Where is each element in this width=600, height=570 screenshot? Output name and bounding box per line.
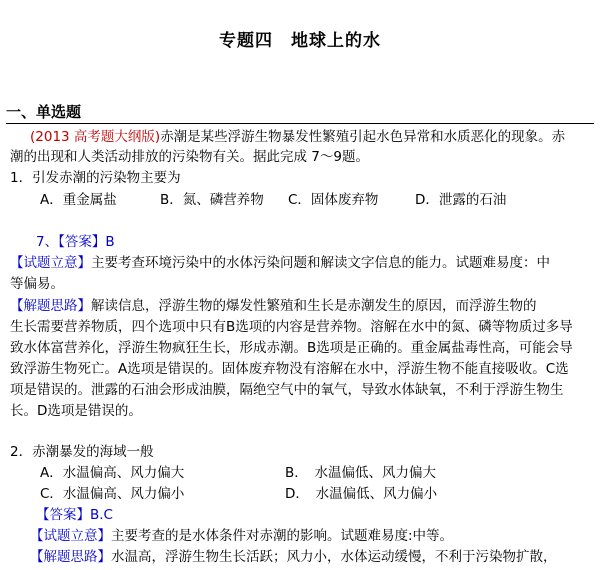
q2-option-c: C．水温偏高、风力偏小 — [40, 486, 185, 502]
q2-idea-label: 【解题思路】 — [30, 549, 111, 565]
q1-idea-line-2: 生长需要营养物质，四个选项中只有B选项的内容是营养物。溶解在水中的氮、磷等物质过多导 — [10, 319, 573, 335]
q1-answer — [36, 233, 115, 252]
q1-intent-label: 【试题立意】 — [10, 255, 91, 271]
q1-intent-text-1: 主要考查环境污染中的水体污染问题和解读文字信息的能力。试题难易度：中 — [91, 255, 550, 271]
q1-option-d: D．泄露的石油 — [415, 192, 507, 208]
q1-idea-label: 【解题思路】 — [10, 298, 91, 314]
q1-idea-line-4: 致浮游生物死亡。A选项是错误的。固体废弃物没有溶解在水中，浮游生物不能直接吸收。C选 — [10, 361, 569, 377]
q1-option-b: B．氮、磷营养物 — [160, 192, 264, 208]
q1-idea-line-1 — [10, 297, 537, 316]
q2-intent-label: 【试题立意】 — [30, 528, 111, 544]
q2-answer-value: B.C — [90, 507, 113, 523]
q1-idea-line-3: 致水体富营养化，浮游生物疯狂生长，形成赤潮。B选项是正确的。重金属盐毒性高，可能会导 — [10, 340, 573, 356]
intro-text-1: 赤潮是某些浮游生物暴发性繁殖引起水色异常和水质恶化的现象。赤 — [160, 129, 566, 145]
intro-line-2: 潮的出现和人类活动排放的污染物有关。据此完成 7～9题。 — [10, 149, 369, 165]
q1-stem: 1．引发赤潮的污染物主要为 — [10, 170, 181, 186]
divider — [6, 123, 594, 124]
q2-stem: 2．赤潮暴发的海域一般 — [10, 444, 154, 460]
q2-intent-text-1: 主要考查的是水体条件对赤潮的影响。试题难易度:中等。 — [111, 528, 454, 544]
section-heading: 一、单选题 — [6, 103, 82, 121]
q1-answer-value: B — [105, 234, 115, 250]
source-tag: (2013 高考题大纲版) — [30, 129, 161, 145]
q2-option-d: D． 水温偏低、风力偏小 — [285, 486, 438, 502]
q1-idea-line-5: 项是错误的。泄露的石油会形成油膜，隔绝空气中的氧气，导致水体缺氧，不利于浮游生物生 — [10, 382, 564, 398]
q2-idea-text-1: 水温高，浮游生物生长活跃；风力小，水体运动缓慢，不利于污染物扩散， — [111, 549, 557, 565]
q2-answer-label: 【答案】 — [36, 507, 90, 523]
q1-idea-text-1: 解读信息，浮游生物的爆发性繁殖和生长是赤潮发生的原因，而浮游生物的 — [91, 298, 537, 314]
q2-intent-line-1 — [30, 527, 453, 546]
q1-intent-line-1 — [10, 254, 550, 273]
q2-answer — [36, 506, 113, 525]
page-title: 专题四 地球上的水 — [219, 31, 381, 51]
q1-answer-label: 7、【答案】 — [36, 234, 106, 250]
intro-line-1 — [30, 128, 565, 147]
q2-option-a: A．水温偏高、风力偏大 — [40, 465, 185, 481]
q1-option-c: C．固体废弃物 — [288, 192, 379, 208]
q1-idea-line-6: 长。D选项是错误的。 — [10, 403, 142, 419]
q1-option-a: A．重金属盐 — [40, 192, 117, 208]
q2-idea-line-1 — [30, 548, 557, 567]
q2-option-b: B． 水温偏低、风力偏大 — [285, 465, 437, 481]
q1-intent-line-2: 等偏易。 — [10, 276, 64, 292]
